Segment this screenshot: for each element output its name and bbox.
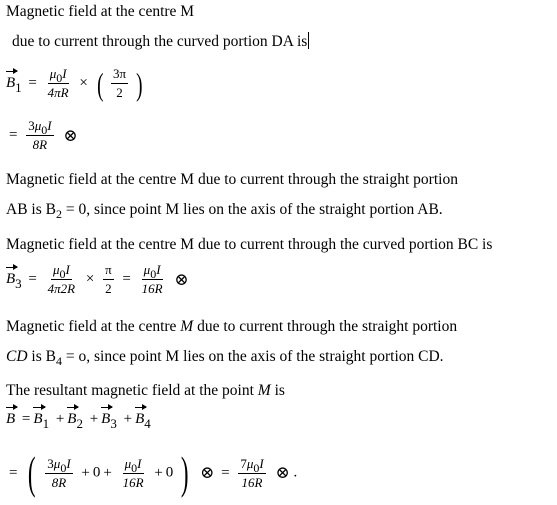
equation-b1-result: = $\frac{3\mu 0I}{8R}$ ⊗ <box>9 118 78 152</box>
fraction-mu0i-4pir: $\frac{\mu 0I}{4\pi R}$ <box>47 66 69 100</box>
fraction-mu0i-16r: $\frac{\mu 0I}{16R}$ <box>141 262 163 296</box>
text-line-7: CD is $B_4 = o$, since point M lies on the axis of the straight portion CD. <box>6 348 444 368</box>
vector-b4: B <box>135 405 144 428</box>
into-page-icon: ⊗ <box>174 269 189 289</box>
fraction-mu0i-16r: $\frac{\mu 0I}{16R}$ <box>122 455 144 490</box>
equation-resultant: = ( $\frac{3\mu 0I}{8R}$ + 0 + $\frac{\mu 0I}{16R}$ + 0 ) ⊗ = $\frac{7\mu 0I}{16R}$ ⊗ . <box>9 447 298 498</box>
text-line-3: Magnetic field at the centre M due to current through the straight portion <box>6 171 458 188</box>
fraction-3pi-2: $\frac{3\pi}{2}$ <box>112 66 127 100</box>
vector-b2: B <box>67 405 76 428</box>
into-page-icon: ⊗ <box>275 463 290 482</box>
text-line-1: Magnetic field at the centre M <box>6 3 195 20</box>
text-line-2 <box>12 32 309 52</box>
into-page-icon: ⊗ <box>200 463 215 482</box>
text-cursor <box>308 32 309 49</box>
fraction-7mu0i-16r: $\frac{7\mu 0I}{16R}$ <box>240 455 264 490</box>
fraction-pi-2: $\frac{\pi}{2}$ <box>105 262 112 296</box>
text-line-8: The resultant magnetic field at the point M is <box>6 382 285 399</box>
vector-b3: B <box>101 405 110 428</box>
fraction-mu0i-4pi2r: $\frac{\mu 0I}{4\pi 2R}$ <box>47 262 76 296</box>
fraction-3mu0i-8r: $\frac{3\mu 0I}{8R}$ <box>28 118 52 152</box>
vector-b1: B <box>33 405 42 428</box>
text-line-4: AB is $B_2 = 0$, since point M lies on the axis of the straight portion AB. <box>6 201 443 221</box>
equation-b-sum: B = B1 + B2 + B3 + B4 <box>6 405 151 428</box>
vector-b3: B <box>6 265 15 288</box>
fraction-3mu0i-8r: $\frac{3\mu 0I}{8R}$ <box>47 455 71 490</box>
into-page-icon: ⊗ <box>63 125 78 145</box>
equation-b1: B1 = $\frac{\mu 0I}{4\pi R}$ × ( $\frac{3\pi}{2}$ ) <box>6 65 143 102</box>
text-line-6: Magnetic field at the centre M due to current through the straight portion <box>6 318 458 335</box>
text-line-5: Magnetic field at the centre M due to current through the curved portion BC is <box>6 236 493 253</box>
text-line-2-content: due to current through the curved portion DA is <box>12 33 308 50</box>
vector-b: B <box>6 405 15 428</box>
vector-b1: B <box>6 69 15 92</box>
equation-b3: B3 = $\frac{\mu 0I}{4\pi 2R}$ × $\frac{\pi}{2}$ = $\frac{\mu 0I}{16R}$ ⊗ <box>6 262 189 296</box>
